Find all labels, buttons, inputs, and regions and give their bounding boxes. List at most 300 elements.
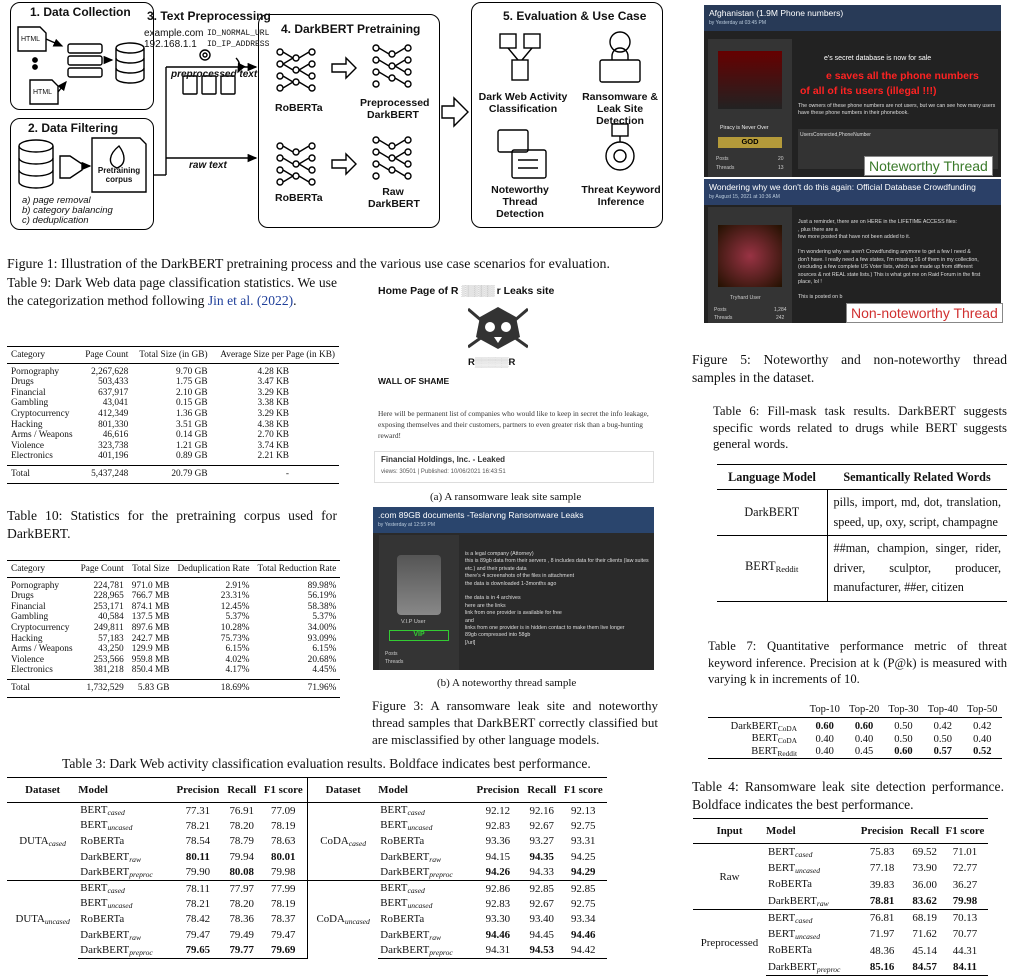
non-noteworthy-thread-tag: Non-noteworthy Thread	[846, 303, 1003, 323]
score-cell: 45.14	[912, 944, 937, 957]
preprocessed-text-label: preprocessed text	[171, 69, 258, 80]
dataset-subscript: uncased	[44, 917, 70, 927]
preprocessed-darkbert-label: Preprocessed DarkBERT	[360, 97, 430, 121]
table-cell: 20.68%	[307, 654, 337, 665]
non-noteworthy-user-panel	[708, 207, 792, 323]
thread-line: Just a reminder, there are on HERE in the LIFETIME ACCESS files:	[798, 219, 957, 225]
dataset-name: CoDA	[320, 834, 349, 847]
column-header: Top-30	[884, 702, 923, 717]
score-cell: 36.27	[952, 878, 978, 891]
piracy-title: Piracy is Never Over	[720, 125, 769, 131]
score-cell: 92.85	[560, 880, 608, 896]
thread-user-panel	[379, 535, 459, 670]
thread-line: the data is in 4 archives	[465, 595, 521, 602]
score-cell: 94.45	[529, 929, 555, 942]
model-subscript: raw	[816, 898, 829, 908]
preprocess-example-url-token: ID_NORMAL_URL	[207, 29, 270, 38]
darkbert-network-icon	[373, 137, 411, 179]
column-header: Recall	[524, 778, 559, 803]
leak-list-item[interactable]	[374, 451, 654, 483]
noteworthy-headline-1: e's secret database is now for sale	[824, 55, 932, 62]
column-header: F1 score	[942, 819, 988, 844]
thread-line: this is 89gb data from their servers , 8 includes data for their clients (law suites	[465, 558, 649, 565]
table-cell: Drugs	[11, 591, 34, 602]
leak-site-title-start: Home Page of R	[378, 285, 459, 297]
leak-item-title[interactable]: Financial Holdings, Inc. - Leaked	[381, 455, 506, 464]
table-cell: 89.98%	[307, 580, 337, 591]
score-cell: 94.35	[529, 851, 555, 864]
table-row	[7, 849, 607, 865]
table-row	[7, 644, 340, 655]
score-cell: 77.31	[185, 804, 211, 817]
score-cell: 94.29	[570, 866, 596, 879]
vip-badge: VIP	[389, 630, 449, 641]
score-cell: 92.75	[570, 819, 596, 832]
model-subscript: preproc	[429, 947, 453, 957]
score-cell: 73.90	[912, 862, 937, 875]
leak-site-description: Here will be permanent list of companies who would like to keep in secret the info leakage, exposing themselves and their customers, partners to even greater risk than a bug-hunting reward!	[378, 409, 649, 440]
leak-site-skull-logo	[468, 303, 528, 353]
table-row	[7, 818, 607, 834]
model-subscript: CoDA	[777, 723, 798, 733]
column-header: Total Reduction Rate	[253, 561, 340, 578]
data-filtering-title: 2. Data Filtering	[28, 121, 119, 135]
table-cell: 897.6 MB	[131, 622, 170, 633]
model-cell	[378, 912, 471, 928]
score-cell: 71.62	[912, 928, 937, 941]
model-subscript: preproc	[129, 869, 153, 879]
table-cell: 971.0 MB	[131, 580, 170, 591]
non-noteworthy-thread-title[interactable]: Wondering why we don't do this again: Official Database Crowdfunding	[709, 182, 976, 192]
model-name: DarkBERT	[380, 850, 430, 863]
model-name: RoBERTa	[80, 834, 125, 847]
table-cell: 6.15%	[225, 644, 250, 655]
score-cell: 71.01	[952, 846, 978, 858]
leak-site-title: Home Page of R ▒▒▒▒▒ r Leaks site	[378, 285, 555, 297]
model-name: BERT	[745, 559, 776, 574]
table-row	[7, 834, 607, 850]
thread-title[interactable]: .com 89GB documents -Teslarvng Ransomware Leaks	[378, 510, 584, 520]
model-subscript: uncased	[107, 901, 133, 911]
score-cell: 77.18	[869, 862, 895, 875]
column-header: Precision	[472, 778, 524, 803]
user-rank: Tryhard User	[730, 295, 761, 301]
table-cell: 2,267,628	[91, 366, 129, 377]
activity-classification-icon	[500, 34, 540, 80]
threads-count: 242	[776, 315, 785, 321]
model-subscript: uncased	[107, 823, 133, 833]
model-cell	[717, 536, 827, 602]
model-cell	[766, 893, 857, 910]
table-cell: 0.15 GB	[176, 398, 208, 409]
model-cell	[766, 910, 857, 927]
dataset-cell	[7, 880, 78, 958]
score-cell: 93.31	[570, 835, 596, 848]
table-cell: Financial	[11, 387, 46, 398]
score-cell: 0.40	[805, 746, 844, 759]
preprocess-gear-icon	[200, 50, 210, 60]
model-cell	[78, 943, 171, 959]
roberta-network-icon	[277, 143, 315, 185]
preprocess-example-ip-token: ID_IP_ADDRESS	[207, 40, 270, 49]
table-cell: 5.37%	[312, 612, 337, 623]
score-cell: 78.11	[172, 880, 224, 896]
noteworthy-headline-2: e saves all the phone numbers	[826, 70, 979, 82]
model-name: BERT	[767, 845, 796, 858]
table-cell: 503,433	[98, 377, 129, 388]
database-icon	[116, 43, 144, 83]
column-header: Top-10	[805, 702, 844, 717]
model-cell	[766, 860, 857, 877]
non-noteworthy-thread-meta: by August 15, 2021 at 10:36 AM	[709, 194, 780, 200]
roberta-label-2: RoBERTa	[275, 192, 323, 204]
score-cell: 79.65	[172, 943, 224, 959]
total-cell: 5,437,248	[79, 465, 132, 483]
posts-count: 20	[778, 156, 784, 162]
table-row	[7, 398, 339, 409]
table-cell: 766.7 MB	[131, 591, 170, 602]
model-name: BERT	[767, 927, 796, 940]
model-name: DarkBERT	[80, 865, 130, 878]
thread-line: link from one provider is available for free	[465, 610, 562, 617]
column-header: Semantically Related Words	[827, 465, 1007, 490]
preprocess-example-ip: 192.168.1.1	[144, 39, 197, 50]
table-cell: 801,330	[98, 419, 129, 430]
model-subscript: raw	[429, 854, 442, 864]
score-cell: 93.40	[529, 913, 555, 926]
score-cell: 71.97	[869, 928, 895, 941]
column-header: Language Model	[717, 465, 827, 490]
table-cell: 10.28%	[220, 622, 250, 633]
model-name: BERT	[751, 745, 778, 757]
score-cell: 79.98	[271, 866, 296, 879]
score-cell: 83.62	[912, 895, 937, 907]
table-cell: 3.47 KB	[257, 377, 289, 388]
model-name: RoBERTa	[380, 834, 425, 847]
score-cell: 80.01	[271, 851, 296, 864]
model-subscript: preproc	[129, 947, 153, 957]
table-cell: Violence	[11, 440, 44, 451]
model-name: BERT	[380, 897, 408, 910]
corpus-label: Pretraining corpus	[97, 166, 141, 184]
table-row	[7, 441, 339, 452]
model-cell	[766, 877, 857, 894]
model-cell	[78, 803, 171, 819]
table-7-caption: Table 7: Quantitative performance metric of threat keyword inference. Precision at k (P@k) is measured with varying k in increments of 10.	[708, 639, 1007, 686]
table-7	[708, 702, 1002, 759]
noteworthy-thread-title[interactable]: Afghanistan (1.9M Phone numbers)	[709, 8, 844, 18]
dataset-cell	[308, 803, 379, 881]
column-header: Model	[78, 778, 171, 803]
dataset-subscript: uncased	[344, 917, 370, 927]
column-header: Input	[693, 819, 766, 844]
non-noteworthy-body	[798, 219, 998, 302]
score-cell: 94.26	[485, 866, 511, 879]
column-header	[708, 702, 805, 717]
score-cell: 94.53	[524, 943, 559, 959]
table-row	[708, 746, 1002, 759]
table-cell: 3.38 KB	[257, 398, 289, 409]
thread-line: don't have. I really need a few states, I'm missing 16 of them in my collection,	[798, 256, 979, 263]
table-cell: Arms / Weapons	[11, 430, 73, 441]
table-cell: 1.75 GB	[176, 377, 208, 388]
table-cell: 2.70 KB	[257, 430, 289, 441]
filter-step-b: b) category balancing	[22, 205, 113, 216]
darkbert-network-icon	[373, 45, 411, 87]
model-name: BERT	[80, 819, 108, 832]
table-cell: 9.70 GB	[176, 366, 208, 377]
model-name: BERT	[380, 882, 408, 895]
column-header: Precision	[172, 778, 224, 803]
raw-text-label: raw text	[189, 160, 227, 171]
column-header: Deduplication Rate	[173, 561, 253, 578]
total-cell: Total	[7, 679, 77, 697]
table-cell: 4.45%	[312, 665, 337, 676]
model-subscript: uncased	[795, 865, 821, 875]
model-name: BERT	[751, 733, 778, 744]
table-row	[7, 927, 607, 943]
score-cell: 78.37	[271, 913, 296, 926]
table-cell: 0.14 GB	[176, 430, 208, 441]
table-cell: 43,041	[102, 398, 129, 409]
table-cell: Violence	[11, 654, 44, 665]
table-9-caption-text: Table 9: Dark Web data page classification statistics. We use the categorization method following	[7, 275, 337, 308]
model-subscript: preproc	[429, 869, 453, 879]
model-subscript: cased	[407, 886, 425, 896]
model-cell	[378, 927, 471, 943]
score-cell: 85.16	[857, 959, 908, 976]
score-cell: 92.83	[485, 897, 511, 910]
dataset-name: DUTA	[19, 834, 49, 847]
html-label-2: HTML	[33, 87, 52, 99]
table-9-caption-end: .	[293, 293, 297, 308]
words-cell: pills, import, md, dot, translation, speed, up, oxy, script, champagne	[827, 490, 1007, 536]
raw-darkbert-label: Raw DarkBERT	[368, 186, 420, 210]
user-rank: V.I.P User	[401, 619, 426, 625]
score-cell: 79.47	[185, 929, 211, 942]
table-cell: 4.28 KB	[257, 366, 289, 377]
thread-line: few more posted that have not been added to it.	[798, 234, 911, 240]
table-row	[7, 388, 339, 399]
score-cell: 79.47	[271, 929, 296, 942]
thread-line: , plus there are a	[798, 226, 838, 233]
table-cell: Gambling	[11, 398, 49, 409]
score-cell: 78.19	[271, 897, 296, 910]
model-cell	[78, 912, 171, 928]
score-cell: 84.11	[942, 959, 988, 976]
model-cell	[378, 880, 471, 896]
total-cell: 20.79 GB	[132, 465, 211, 483]
table-cell: Drugs	[11, 377, 34, 388]
table-row	[7, 896, 607, 912]
score-cell: 77.99	[259, 880, 307, 896]
model-name: DarkBERT	[380, 943, 430, 956]
table-cell: 5.37%	[225, 612, 250, 623]
non-noteworthy-thread-screenshot	[704, 179, 1001, 323]
column-header: F1 score	[259, 778, 307, 803]
table-cell: 401,196	[98, 451, 129, 462]
table-row	[7, 377, 339, 388]
column-header: F1 score	[560, 778, 608, 803]
threads-label: Threads	[714, 315, 733, 321]
model-name: RoBERTa	[767, 878, 812, 891]
score-cell: 78.21	[185, 819, 211, 832]
score-cell: 0.50	[894, 733, 913, 745]
model-subscript: cased	[795, 849, 813, 859]
god-badge: GOD	[718, 137, 782, 148]
thread-detection-icon	[498, 130, 546, 178]
model-name: DarkBERT	[80, 850, 130, 863]
table-cell: 129.9 MB	[131, 644, 170, 655]
thread-line: etc.) and their private data	[465, 565, 527, 572]
model-name: DarkBERT	[80, 943, 130, 956]
table-row	[7, 943, 607, 959]
input-cell: Raw	[719, 870, 740, 883]
score-cell: 92.83	[485, 819, 511, 832]
thread-line: and	[465, 617, 474, 624]
model-subscript: uncased	[407, 823, 433, 833]
table-10	[7, 560, 340, 698]
filter-step-c: c) deduplication	[22, 215, 89, 226]
model-cell	[766, 943, 857, 960]
table-cell: 3.29 KB	[257, 408, 289, 419]
table-row	[693, 910, 988, 927]
score-cell: 92.13	[570, 804, 596, 817]
score-cell: 94.33	[529, 866, 555, 879]
noteworthy-user-panel	[708, 39, 792, 177]
model-cell	[78, 865, 171, 881]
model-cell	[378, 896, 471, 912]
model-name: DarkBERT	[80, 928, 130, 941]
table-cell: 93.09%	[307, 633, 337, 644]
table-cell: 1.36 GB	[176, 408, 208, 419]
score-cell: 92.85	[524, 880, 559, 896]
model-cell	[766, 844, 857, 861]
table-cell: 12.45%	[220, 601, 250, 612]
column-header: Total Size (in GB)	[132, 347, 211, 364]
noteworthy-user-avatar	[718, 51, 782, 109]
score-cell: 78.63	[271, 835, 296, 848]
table-cell: 224,781	[93, 580, 124, 591]
thread-line: place, lol !	[798, 279, 822, 285]
table-row	[7, 577, 340, 591]
score-cell: 92.67	[529, 819, 555, 832]
use-case-keyword-inference: Threat Keyword Inference	[581, 184, 661, 208]
model-cell	[766, 959, 857, 976]
column-header: Recall	[224, 778, 259, 803]
subfigure-b-caption: (b) A noteworthy thread sample	[437, 677, 577, 689]
score-cell: 77.09	[271, 804, 296, 817]
score-cell: 92.67	[529, 897, 555, 910]
score-cell: 76.81	[857, 910, 908, 927]
model-cell	[378, 943, 471, 959]
score-cell: 80.11	[185, 851, 210, 864]
score-cell: 92.86	[472, 880, 524, 896]
score-cell: 0.50	[933, 733, 953, 745]
column-header: Dataset	[308, 778, 379, 803]
posts-label: Posts	[714, 307, 727, 313]
thread-line: This is posted on b	[798, 294, 843, 300]
score-cell: 93.27	[529, 835, 555, 848]
table-row	[7, 420, 339, 431]
table-cell: 4.38 KB	[257, 419, 289, 430]
thread-line	[798, 287, 998, 295]
dataset-name: DUTA	[15, 913, 45, 926]
dataset-subscript: cased	[348, 838, 367, 848]
score-cell: 79.49	[229, 929, 254, 942]
table-cell: 874.1 MB	[131, 601, 170, 612]
model-name: BERT	[80, 882, 108, 895]
table-cell: Electronics	[11, 451, 53, 462]
citation-link[interactable]: Jin et al. (2022)	[207, 293, 294, 308]
posts-label: Posts	[716, 156, 729, 162]
model-name: BERT	[80, 897, 108, 910]
score-cell: 0.42	[973, 721, 992, 732]
score-cell: 78.19	[271, 819, 296, 832]
score-cell: 0.40	[854, 733, 874, 745]
noteworthy-thread-header	[704, 5, 1001, 31]
table-6-caption: Table 6: Fill-mask task results. DarkBERT suggests specific words related to drugs while BERT suggests general words.	[713, 404, 1007, 451]
model-cell	[708, 746, 805, 759]
table-row	[7, 623, 340, 634]
score-cell: 93.30	[485, 913, 511, 926]
score-cell: 39.83	[869, 878, 895, 891]
table-cell: 253,171	[93, 601, 124, 612]
thread-line: there's 4 screenshots of the files in attachment	[465, 573, 575, 580]
score-cell: 0.45	[844, 746, 883, 759]
table-row	[7, 409, 339, 420]
model-subscript: uncased	[795, 931, 821, 941]
table-row	[7, 912, 607, 928]
score-cell: 0.60	[815, 721, 834, 732]
thread-line: links from one provider is in hidden contact to make them live longer	[465, 625, 625, 632]
score-cell: 78.42	[185, 913, 211, 926]
column-header: Page Count	[77, 561, 128, 578]
table-cell: Hacking	[11, 633, 43, 644]
dataset-name: CoDA	[316, 913, 345, 926]
model-name: BERT	[767, 861, 796, 874]
thread-line: the data is downloaded 1-3months ago	[465, 580, 557, 587]
table-3-caption: Table 3: Dark Web activity classification evaluation results. Boldface indicates best performance.	[62, 756, 591, 771]
score-cell: 92.12	[485, 804, 511, 817]
table-cell: 6.15%	[312, 644, 337, 655]
table-cell: 850.4 MB	[131, 665, 170, 676]
leak-site-name: R▒▒▒▒▒R	[468, 357, 516, 368]
score-cell: 93.34	[570, 913, 596, 926]
input-cell: Preprocessed	[693, 910, 766, 976]
table-4-caption: Table 4: Ransomware leak site detection performance. Boldface indicates the best performance.	[692, 779, 1004, 812]
model-cell	[766, 926, 857, 943]
leak-site-name-end: R	[508, 357, 516, 368]
table-row	[7, 430, 339, 441]
table-cell: 34.00%	[307, 622, 337, 633]
thread-line: is a legal company (Attorney)	[465, 551, 534, 557]
score-cell: 69.52	[912, 846, 937, 858]
score-cell: 0.42	[933, 721, 953, 732]
column-header: Page Count	[79, 347, 132, 364]
table-cell: 40,584	[98, 612, 124, 623]
leak-item-meta: views: 30501 | Published: 10/06/2021 16:43:51	[381, 469, 506, 475]
dataset-cell	[308, 880, 379, 958]
thread-body	[465, 551, 650, 647]
thread-line	[465, 588, 650, 595]
table-row	[7, 655, 340, 666]
score-cell: 79.94	[229, 851, 254, 864]
model-subscript: raw	[129, 932, 142, 942]
table-row	[708, 717, 1002, 733]
score-cell: 78.20	[229, 819, 254, 832]
model-name: DarkBERT	[380, 928, 430, 941]
